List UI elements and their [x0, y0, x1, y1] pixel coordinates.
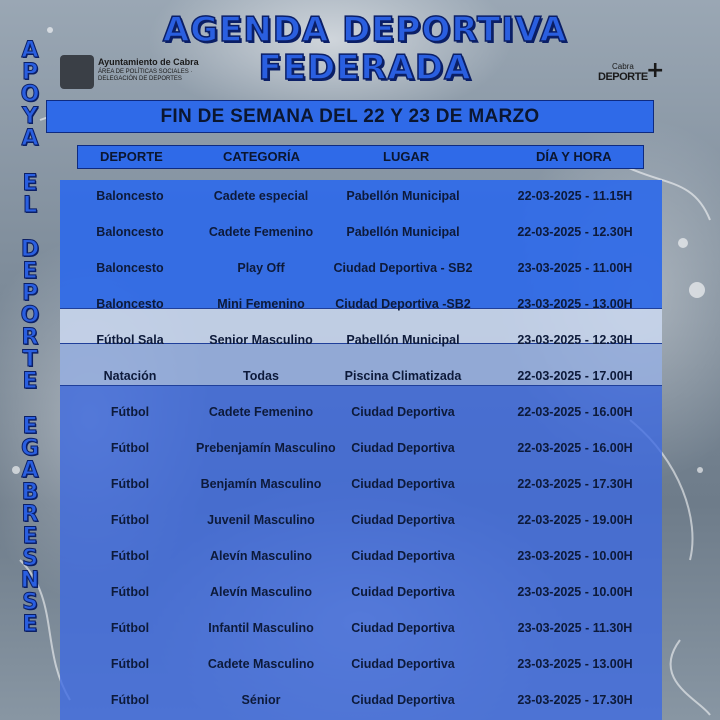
table-row	[60, 647, 662, 683]
vertical-slogan-letter: S	[22, 546, 38, 572]
vertical-slogan-letter: Y	[22, 104, 38, 130]
ayuntamiento-subtitle: ÁREA DE POLÍTICAS SOCIALES · DELEGACIÓN DE DEPORTES	[98, 69, 193, 82]
cell-dia-hora: 23-03-2025 - 11.30H	[517, 621, 633, 635]
cell-dia-hora: 22-03-2025 - 17.00H	[517, 369, 633, 383]
cell-lugar: Ciudad Deportiva	[351, 621, 455, 635]
vertical-slogan-letter: N	[20, 568, 40, 594]
cell-categoria: Todas	[243, 369, 279, 383]
vertical-slogan-letter: G	[20, 435, 40, 461]
cell-deporte: Baloncesto	[96, 261, 164, 275]
vertical-slogan-letter: L	[22, 192, 38, 218]
vertical-slogan-letter: E	[22, 258, 38, 284]
cell-dia-hora: 22-03-2025 - 17.30H	[517, 477, 633, 491]
cell-categoria: Cadete especial	[213, 189, 309, 203]
table-row	[60, 395, 662, 431]
cell-deporte: Fútbol	[110, 657, 150, 671]
cell-lugar: Ciudad Deportiva	[351, 693, 455, 707]
plus-icon: +	[646, 58, 665, 83]
cell-categoria: Mini Femenino	[217, 297, 305, 311]
cell-lugar: Ciudad Deportiva	[351, 477, 455, 491]
cell-categoria: Benjamín Masculino	[200, 477, 322, 491]
table-row	[60, 215, 662, 251]
vertical-slogan-letter: A	[21, 457, 39, 483]
cell-deporte: Baloncesto	[96, 189, 164, 203]
cell-dia-hora: 23-03-2025 - 17.30H	[517, 693, 633, 707]
cell-categoria: Alevín Masculino	[209, 585, 313, 599]
title-line-1: AGENDA DEPORTIVA	[162, 10, 568, 50]
cell-deporte: Fútbol	[110, 477, 150, 491]
cell-lugar: Piscina Climatizada	[344, 369, 462, 383]
vertical-slogan-letter: T	[22, 347, 38, 373]
cell-dia-hora: 23-03-2025 - 11.00H	[517, 261, 633, 275]
table-row	[60, 683, 662, 719]
table-row	[60, 503, 662, 539]
vertical-slogan-letter: P	[21, 60, 39, 86]
cell-lugar: Ciudad Deportiva -SB2	[335, 297, 471, 311]
cell-dia-hora: 22-03-2025 - 19.00H	[517, 513, 633, 527]
cell-deporte: Baloncesto	[96, 225, 164, 239]
vertical-slogan-letter: E	[22, 170, 38, 196]
cell-categoria: Cadete Masculino	[207, 657, 315, 671]
cell-deporte: Fútbol	[110, 621, 150, 635]
table-row	[60, 539, 662, 575]
cell-deporte: Fútbol	[110, 693, 150, 707]
vertical-slogan-letter: A	[21, 126, 39, 152]
table-row	[60, 359, 662, 395]
cell-lugar: Cuidad Deportiva	[351, 585, 455, 599]
cell-dia-hora: 23-03-2025 - 13.00H	[517, 297, 633, 311]
cell-categoria: Cadete Femenino	[208, 405, 314, 419]
cell-deporte: Fútbol Sala	[96, 333, 164, 347]
cell-categoria: Cadete Femenino	[208, 225, 314, 239]
vertical-slogan-letter: A	[21, 38, 39, 63]
cabra-deporte-logo	[592, 60, 667, 90]
cell-dia-hora: 23-03-2025 - 10.00H	[517, 549, 633, 563]
vertical-slogan-letter: P	[21, 281, 39, 307]
table-row	[60, 575, 662, 611]
cell-dia-hora: 22-03-2025 - 11.15H	[517, 189, 633, 203]
schedule-table	[60, 180, 662, 720]
table-row	[60, 431, 662, 467]
cell-lugar: Ciudad Deportiva	[351, 405, 455, 419]
vertical-slogan-letter: D	[20, 236, 40, 262]
cell-dia-hora: 22-03-2025 - 16.00H	[517, 441, 633, 455]
table-row	[60, 287, 662, 323]
header-categoria: CATEGORÍA	[223, 149, 301, 164]
cell-deporte: Baloncesto	[96, 297, 164, 311]
vertical-slogan-letter: O	[20, 303, 40, 329]
ayuntamiento-logo	[60, 55, 210, 91]
cell-categoria: Sénior	[241, 693, 281, 707]
table-header	[77, 145, 644, 169]
vertical-slogan-letter: R	[21, 325, 39, 351]
vertical-slogan-letter: B	[21, 479, 39, 505]
header-dia-hora: DÍA Y HORA	[536, 149, 612, 164]
cell-deporte: Fútbol	[110, 441, 150, 455]
header-lugar: LUGAR	[383, 149, 430, 164]
cell-deporte: Fútbol	[110, 513, 150, 527]
ayuntamiento-shield-icon	[60, 55, 94, 89]
table-row	[60, 611, 662, 647]
cell-lugar: Pabellón Municipal	[346, 189, 460, 203]
cell-lugar: Ciudad Deportiva	[351, 513, 455, 527]
vertical-slogan-letter: R	[21, 501, 39, 527]
cell-categoria: Senior Masculino	[209, 333, 313, 347]
cell-lugar: Ciudad Deportiva	[351, 549, 455, 563]
cell-categoria: Alevín Masculino	[209, 549, 313, 563]
title-line-2: FEDERADA	[258, 48, 472, 88]
cell-dia-hora: 22-03-2025 - 16.00H	[517, 405, 633, 419]
cell-lugar: Pabellón Municipal	[346, 333, 460, 347]
header-deporte: DEPORTE	[100, 149, 163, 164]
table-row	[60, 323, 662, 359]
cell-dia-hora: 23-03-2025 - 12.30H	[517, 333, 633, 347]
cell-lugar: Ciudad Deportiva - SB2	[333, 261, 473, 275]
table-row	[60, 467, 662, 503]
vertical-slogan-letter: E	[22, 524, 38, 550]
cell-deporte: Fútbol	[110, 549, 150, 563]
cell-categoria: Prebenjamín Masculino	[196, 441, 336, 455]
table-row	[60, 251, 662, 287]
ayuntamiento-name: Ayuntamiento de Cabra	[98, 57, 199, 67]
vertical-slogan-letter: O	[20, 82, 40, 108]
vertical-slogan-letter: E	[22, 413, 38, 439]
vertical-slogan-letter: E	[22, 612, 38, 638]
cell-categoria: Juvenil Masculino	[207, 513, 315, 527]
cell-dia-hora: 23-03-2025 - 10.00H	[517, 585, 633, 599]
cell-categoria: Play Off	[237, 261, 285, 275]
table-row	[60, 179, 662, 215]
cell-lugar: Ciudad Deportiva	[351, 441, 455, 455]
cabra-logo-top: Cabra	[612, 62, 634, 71]
cell-dia-hora: 22-03-2025 - 12.30H	[517, 225, 633, 239]
cell-deporte: Fútbol	[110, 405, 150, 419]
vertical-slogan-letter: S	[22, 590, 38, 616]
vertical-slogan	[18, 40, 42, 720]
cell-deporte: Natación	[103, 369, 157, 383]
cabra-logo-bottom: DEPORTE	[598, 71, 648, 83]
cell-deporte: Fútbol	[110, 585, 150, 599]
weekend-subtitle: FIN DE SEMANA DEL 22 Y 23 DE MARZO	[46, 100, 654, 133]
cell-dia-hora: 23-03-2025 - 13.00H	[517, 657, 633, 671]
cell-categoria: Infantil Masculino	[208, 621, 314, 635]
vertical-slogan-letter: E	[22, 369, 38, 395]
cell-lugar: Ciudad Deportiva	[351, 657, 455, 671]
cell-lugar: Pabellón Municipal	[346, 225, 460, 239]
